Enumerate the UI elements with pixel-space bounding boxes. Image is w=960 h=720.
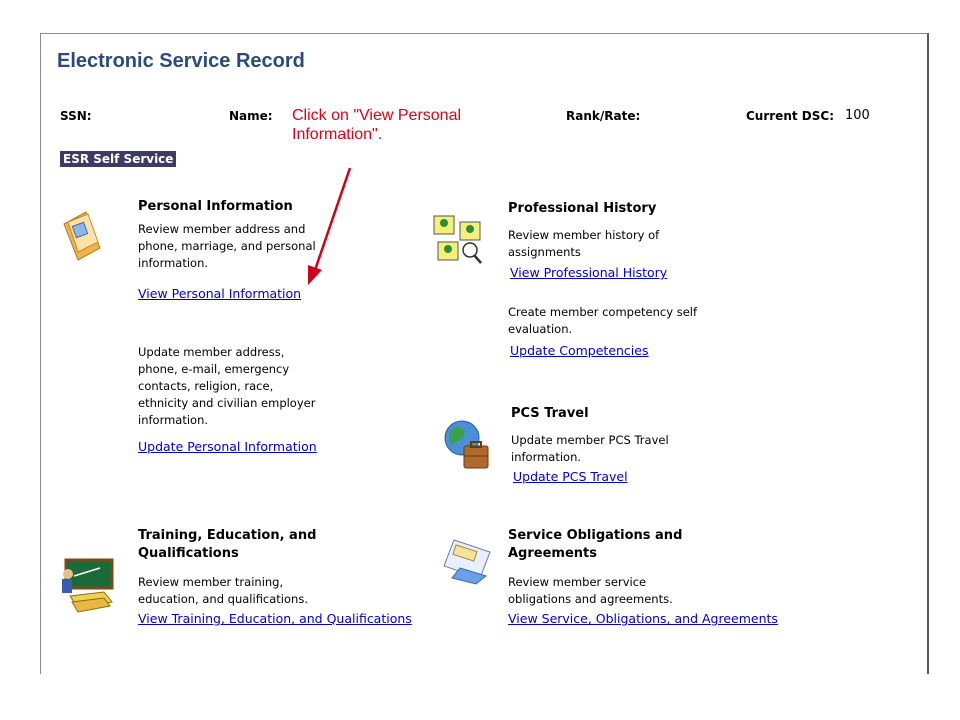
dsc-label: Current DSC: <box>746 109 834 123</box>
service-obligations-document-icon <box>440 538 494 586</box>
title-line: Agreements <box>508 546 597 561</box>
desc-line: ethnicity and civilian employer <box>138 396 316 410</box>
update-competencies-link[interactable]: Update Competencies <box>510 343 649 358</box>
page-title: Electronic Service Record <box>57 50 305 72</box>
professional-history-title: Professional History <box>508 201 657 216</box>
view-training-education-qualifications-link[interactable]: View Training, Education, and Qualifications <box>138 611 412 626</box>
service-obligations-title <box>508 527 682 563</box>
desc-line: evaluation. <box>508 322 573 336</box>
pcs-travel-title: PCS Travel <box>511 406 589 421</box>
service-obligations-desc <box>508 574 728 608</box>
professional-history-org-chart-icon <box>432 214 484 266</box>
esr-self-service-badge: ESR Self Service <box>60 151 176 167</box>
update-personal-information-link[interactable]: Update Personal Information <box>138 439 317 454</box>
desc-line: phone, e-mail, emergency <box>138 362 290 376</box>
rank-label: Rank/Rate: <box>566 109 641 123</box>
personal-info-update-desc <box>138 344 338 429</box>
desc-line: information. <box>138 413 209 427</box>
desc-line: Create member competency self <box>508 305 698 319</box>
title-line: Service Obligations and <box>508 528 683 543</box>
desc-line: assignments <box>508 245 581 259</box>
title-line: Training, Education, and <box>138 528 317 543</box>
title-line: Qualifications <box>138 546 239 561</box>
instruction-callout <box>292 106 542 144</box>
desc-line: Review member training, <box>138 575 284 589</box>
name-label: Name: <box>229 109 273 123</box>
desc-line: Review member service <box>508 575 647 589</box>
desc-line: Review member history of <box>508 228 660 242</box>
personal-info-title: Personal Information <box>138 199 293 214</box>
desc-line: Update member address, <box>138 345 285 359</box>
pcs-travel-desc <box>511 432 711 466</box>
competency-desc <box>508 304 728 338</box>
dsc-value: 100 <box>845 108 870 123</box>
desc-line: Review member address and <box>138 222 306 236</box>
training-desc <box>138 574 358 608</box>
desc-line: Update member PCS Travel <box>511 433 669 447</box>
callout-line-1: Click on "View Personal <box>292 107 462 124</box>
pcs-travel-globe-icon <box>442 418 492 472</box>
desc-line: phone, marriage, and personal <box>138 239 316 253</box>
personal-info-folder-icon <box>60 210 104 262</box>
training-chalkboard-icon <box>60 556 116 614</box>
desc-line: obligations and agreements. <box>508 592 673 606</box>
view-personal-information-link[interactable]: View Personal Information <box>138 286 302 301</box>
training-title <box>138 527 316 563</box>
view-service-obligations-agreements-link[interactable]: View Service, Obligations, and Agreements <box>508 611 778 626</box>
desc-line: contacts, religion, race, <box>138 379 274 393</box>
personal-info-review-desc <box>138 221 338 272</box>
desc-line: education, and qualifications. <box>138 592 308 606</box>
update-pcs-travel-link[interactable]: Update PCS Travel <box>513 469 628 484</box>
desc-line: information. <box>138 256 209 270</box>
ssn-label: SSN: <box>60 109 92 123</box>
view-professional-history-link[interactable]: View Professional History <box>510 265 668 280</box>
callout-line-2: Information". <box>292 126 383 143</box>
desc-line: information. <box>511 450 582 464</box>
professional-history-review-desc <box>508 227 718 261</box>
